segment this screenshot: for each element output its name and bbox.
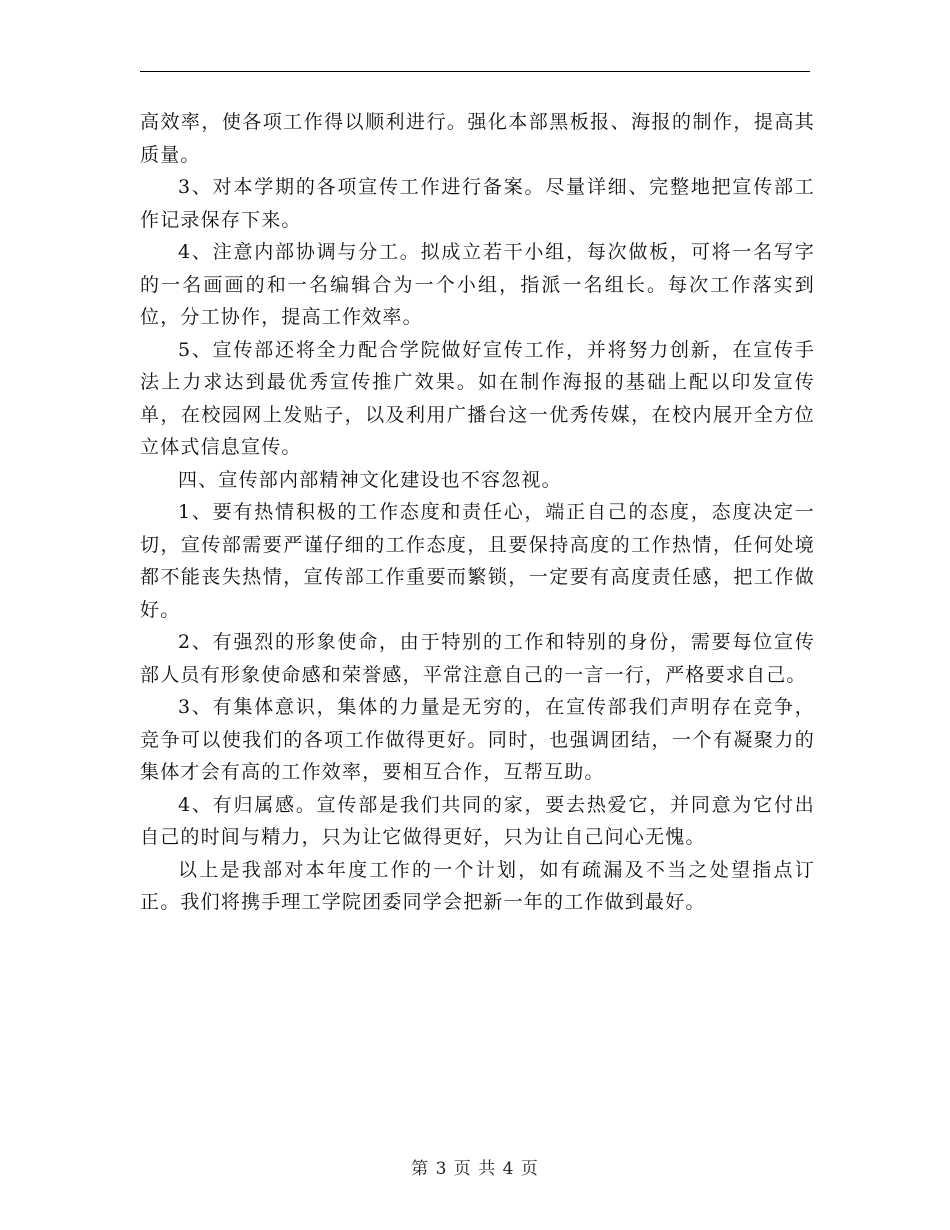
paragraph-3: 4、注意内部协调与分工。拟成立若干小组，每次做板，可将一名写字的一名画画的和一名编辑合为一个小组，指派一名组长。每次工作落实到位，分工协作，提高工作效率。 — [140, 241, 815, 328]
header-rule — [140, 71, 810, 72]
page-number-footer: 第 3 页 共 4 页 — [411, 1159, 539, 1179]
document-body — [140, 106, 815, 919]
paragraph-7: 2、有强烈的形象使命，由于特别的工作和特别的身份，需要每位宣传部人员有形象使命感和荣誉感，平常注意自己的一言一行，严格要求自己。 — [140, 631, 815, 686]
paragraph-2: 3、对本学期的各项宣传工作进行备案。尽量详细、完整地把宣传部工作记录保存下来。 — [140, 176, 815, 231]
paragraph-6: 1、要有热情积极的工作态度和责任心，端正自己的态度，态度决定一切，宣传部需要严谨仔细的工作态度，且要保持高度的工作热情，任何处境都不能丧失热情，宣传部工作重要而繁锁，一定要有高度责任感，把工作做好。 — [140, 501, 815, 621]
section-heading-4: 四、宣传部内部精神文化建设也不容忽视。 — [178, 468, 562, 491]
paragraph-1: 高效率，使各项工作得以顺利进行。强化本部黑板报、海报的制作，提高其质量。 — [140, 111, 815, 166]
paragraph-4: 5、宣传部还将全力配合学院做好宣传工作，并将努力创新，在宣传手法上力求达到最优秀宣传推广效果。如在制作海报的基础上配以印发宣传单，在校园网上发贴子，以及利用广播台这一优秀传媒，在校内展开全方位立体式信息宣传。 — [140, 338, 815, 458]
closing-paragraph: 以上是我部对本年度工作的一个计划，如有疏漏及不当之处望指点订正。我们将携手理工学院团委同学会把新一年的工作做到最好。 — [140, 858, 815, 913]
paragraph-9: 4、有归属感。宣传部是我们共同的家，要去热爱它，并同意为它付出自己的时间与精力，只为让它做得更好，只为让自己问心无愧。 — [140, 793, 815, 848]
paragraph-8: 3、有集体意识，集体的力量是无穷的，在宣传部我们声明存在竞争，竞争可以使我们的各项工作做得更好。同时，也强调团结，一个有凝聚力的集体才会有高的工作效率，要相互合作，互帮互助。 — [140, 696, 815, 783]
